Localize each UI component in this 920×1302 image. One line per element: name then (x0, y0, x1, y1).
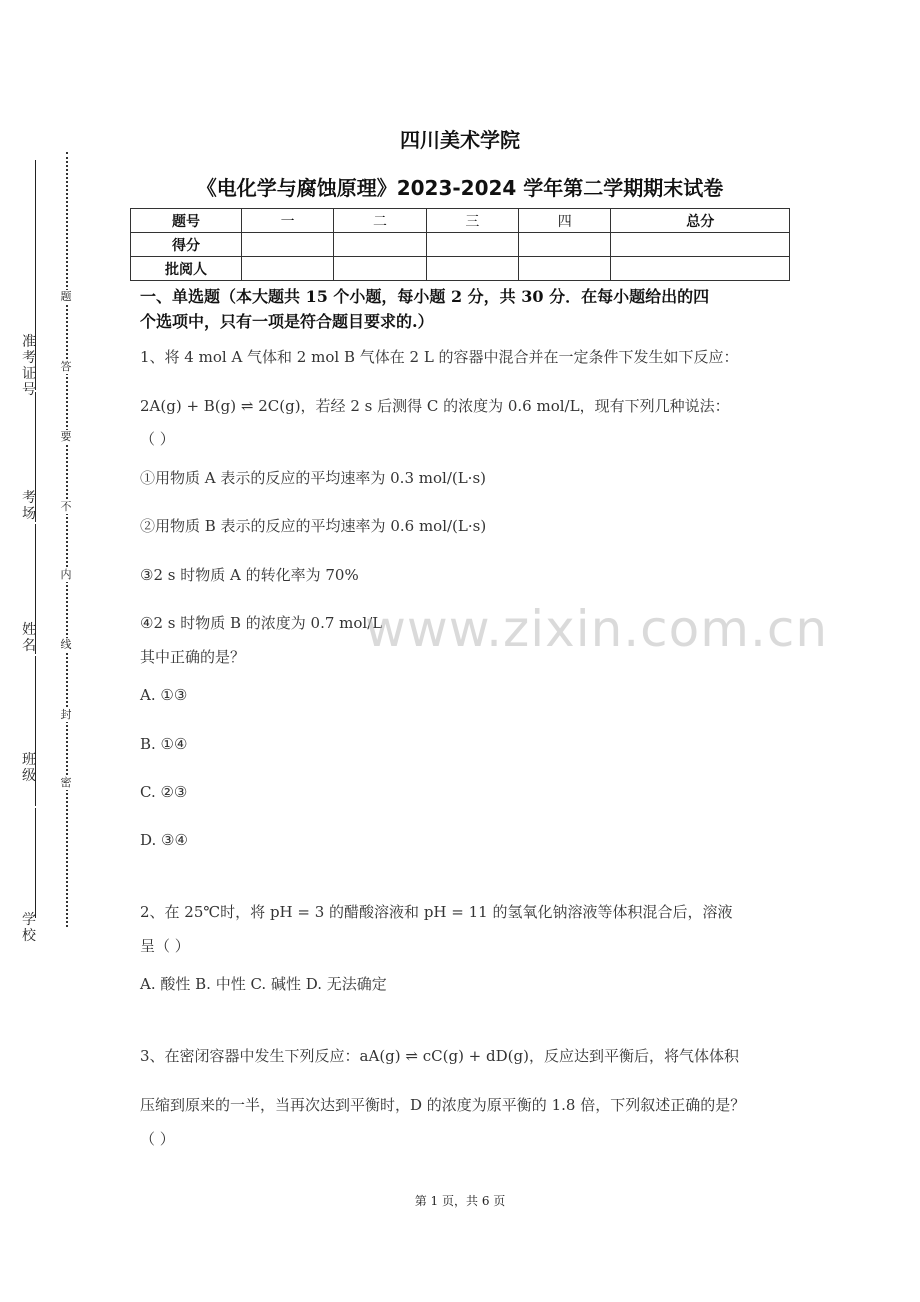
option-c: C. ②③ (140, 783, 188, 801)
seal-dotted-line (66, 152, 68, 927)
table-cell (334, 233, 426, 257)
q2-stem-line: 2、在 25℃时，将 pH = 3 的醋酸溶液和 pH = 11 的氢氧化钠溶液等体积混合后，溶液 (140, 903, 733, 921)
option-d: D. ③④ (140, 831, 188, 849)
table-cell (611, 233, 790, 257)
q1-stem-line: 1、将 4 mol A 气体和 2 mol B 气体在 2 L 的容器中混合并在一定条件下发生如下反应： (140, 348, 739, 366)
section-heading-line: 个选项中，只有一项是符合题目要求的.） (140, 312, 434, 331)
seal-char: 不 (60, 500, 72, 513)
q2-stem-line: 呈（ ） (140, 937, 190, 955)
section-heading (140, 284, 790, 334)
table-cell (519, 233, 611, 257)
table-cell: 题号 (131, 209, 242, 233)
q1-prompt: 其中正确的是？ (140, 648, 246, 666)
school-label: 学校 (22, 912, 36, 944)
table-cell (334, 257, 426, 281)
q1-statement: ②用物质 B 表示的反应的平均速率为 0.6 mol/(L·s) (140, 517, 487, 535)
answer-paren: （ ） (140, 1130, 175, 1148)
table-cell (426, 233, 518, 257)
table-cell: 批阅人 (131, 257, 242, 281)
watermark: www.zixin.com.cn (365, 600, 829, 658)
table-cell (611, 257, 790, 281)
section-heading-line: 一、单选题（本大题共 15 个小题，每小题 2 分，共 30 分．在每小题给出的四 (140, 287, 710, 306)
seal-char: 答 (60, 360, 72, 373)
admission-number-label: 准考证号 (22, 334, 36, 398)
score-table (130, 208, 790, 281)
option-a: A. ①③ (140, 686, 188, 704)
table-cell: 得分 (131, 233, 242, 257)
seal-char: 线 (60, 638, 72, 651)
school-title: 四川美术学院 (400, 128, 520, 152)
class-label: 班级 (22, 752, 36, 784)
seal-char: 封 (60, 708, 72, 721)
table-cell (242, 257, 334, 281)
q1-statement: ④2 s 时物质 B 的浓度为 0.7 mol/L (140, 614, 383, 632)
answer-paren: （ ） (140, 430, 175, 448)
table-cell (242, 233, 334, 257)
score-table-header-row (131, 209, 790, 233)
table-cell: 一 (242, 209, 334, 233)
seal-char: 内 (60, 568, 72, 581)
q2-options: A. 酸性 B. 中性 C. 碱性 D. 无法确定 (140, 975, 387, 993)
seal-char: 密 (60, 776, 72, 789)
school-line (35, 808, 36, 918)
q3-stem-line: 3、在密闭容器中发生下列反应：aA(g) ⇌ cC(g) + dD(g)，反应达到平衡后，将气体体积 (140, 1047, 739, 1065)
page-footer: 第 1 页，共 6 页 (414, 1194, 506, 1208)
table-cell: 二 (334, 209, 426, 233)
table-cell (519, 257, 611, 281)
table-cell: 三 (426, 209, 518, 233)
q1-stem-line: 2A(g) + B(g) ⇌ 2C(g)，若经 2 s 后测得 C 的浓度为 0.6 mol/L，现有下列几种说法： (140, 397, 730, 415)
name-label: 姓名 (22, 622, 36, 654)
table-cell: 总分 (611, 209, 790, 233)
grader-row (131, 257, 790, 281)
seal-char: 题 (60, 290, 72, 303)
seal-char: 要 (60, 430, 72, 443)
score-row (131, 233, 790, 257)
exam-title: 《电化学与腐蚀原理》2023-2024 学年第二学期期末试卷 (196, 176, 724, 200)
q3-stem-line: 压缩到原来的一半，当再次达到平衡时，D 的浓度为原平衡的 1.8 倍，下列叙述正确的是？ (140, 1096, 746, 1114)
option-b: B. ①④ (140, 735, 188, 753)
q1-statement: ③2 s 时物质 A 的转化率为 70% (140, 566, 359, 584)
table-cell: 四 (519, 209, 611, 233)
exam-room-label: 考场 (22, 490, 36, 522)
q1-statement: ①用物质 A 表示的反应的平均速率为 0.3 mol/(L·s) (140, 469, 486, 487)
table-cell (426, 257, 518, 281)
